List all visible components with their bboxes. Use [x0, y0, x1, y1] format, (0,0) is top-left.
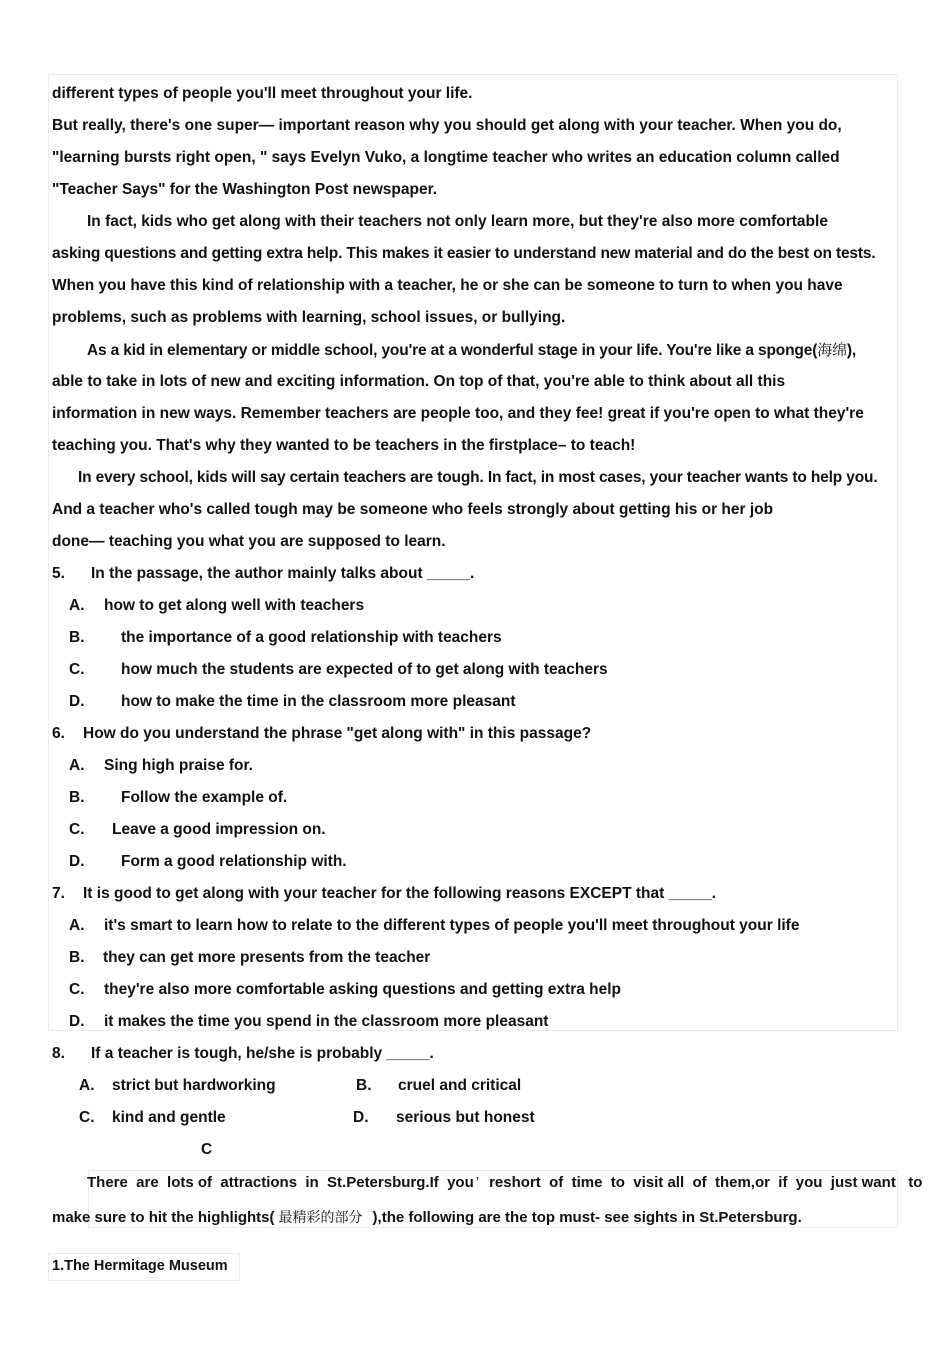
section-letter: C — [201, 1141, 213, 1158]
passage-line: problems, such as problems with learning, school issues, or bullying. — [52, 309, 566, 326]
option-7d: D. it makes the time you spend in the classroom more pleasant — [69, 1013, 549, 1030]
passage-line: And a teacher who's called tough may be someone who feels strongly about getting his or her job — [52, 501, 774, 518]
passage-text: make sure to hit the highlights( — [52, 1209, 275, 1226]
passage-line: done— teaching you what you are supposed to learn. — [52, 533, 446, 550]
question-number: 8. — [52, 1045, 65, 1062]
question-text: How do you understand the phrase "get along with" in this passage? — [83, 725, 592, 742]
passage-line: "learning bursts right open, " says Evelyn Vuko, a longtime teacher who writes an education column called — [52, 149, 840, 166]
question-7 — [52, 884, 716, 904]
passage-text: ), — [846, 342, 857, 359]
passage-line: able to take in lots of new and exciting information. On top of that, you're able to think about all this — [52, 373, 786, 390]
option-8d: D. serious but honest — [353, 1109, 535, 1126]
option-5a: A. how to get along well with teachers — [69, 597, 365, 614]
passage-text: ),the following are the top must- see sights in St.Petersburg. — [372, 1209, 802, 1226]
question-text: In the passage, the author mainly talks about _____. — [91, 565, 475, 582]
question-8 — [52, 1044, 434, 1064]
chinese-gloss: 最精彩的部分 — [278, 1210, 363, 1226]
question-text: It is good to get along with your teacher for the following reasons EXCEPT that _____. — [83, 885, 717, 902]
section-heading: 1.The Hermitage Museum — [52, 1258, 228, 1274]
option-7a: A. it's smart to learn how to relate to the different types of people you'll meet throughout your life — [69, 917, 800, 934]
passage-line — [87, 340, 856, 361]
option-5c: C. how much the students are expected of to get along with teachers — [69, 661, 608, 678]
question-text: If a teacher is tough, he/she is probably _____. — [91, 1045, 434, 1062]
question-number: 6. — [52, 725, 65, 742]
passage-line: In every school, kids will say certain teachers are tough. In fact, in most cases, your teacher wants to help you. — [78, 469, 878, 486]
chinese-gloss: 海绵 — [817, 341, 847, 359]
option-7b: B. they can get more presents from the teacher — [69, 949, 431, 966]
passage-text: As a kid in elementary or middle school, you're at a wonderful stage in your life. You're like a sponge( — [87, 342, 818, 359]
section-c-line-1: There are lots of attractions in St.Petersburg.If you ’ reshort of time to visit all of them,or if you just want to — [87, 1174, 923, 1191]
option-5d: D. how to make the time in the classroom more pleasant — [69, 693, 516, 710]
option-6b: B. Follow the example of. — [69, 789, 288, 806]
question-number: 7. — [52, 885, 65, 902]
question-5 — [52, 564, 474, 584]
option-8b: B. cruel and critical — [356, 1077, 522, 1094]
passage-line: When you have this kind of relationship with a teacher, he or she can be someone to turn to when you have — [52, 277, 843, 294]
passage-line: different types of people you'll meet throughout your life. — [52, 85, 473, 102]
passage-line: In fact, kids who get along with their teachers not only learn more, but they're also more comfortable — [87, 213, 828, 230]
passage-line: information in new ways. Remember teachers are people too, and they fee! great if you're open to what they're — [52, 405, 864, 422]
option-6d: D. Form a good relationship with. — [69, 853, 347, 870]
option-8a: A. strict but hardworking — [79, 1077, 276, 1094]
option-6a: A. Sing high praise for. — [69, 757, 253, 774]
option-5b: B. the importance of a good relationship with teachers — [69, 629, 502, 646]
option-6c: C. Leave a good impression on. — [69, 821, 326, 838]
option-8c: C. kind and gentle — [79, 1109, 226, 1126]
passage-line: "Teacher Says" for the Washington Post newspaper. — [52, 181, 438, 198]
question-6 — [52, 724, 591, 744]
passage-line: But really, there's one super— important reason why you should get along with your teacher. When you do, — [52, 117, 842, 134]
section-c-line-2 — [52, 1208, 802, 1228]
question-number: 5. — [52, 565, 65, 582]
passage-line: asking questions and getting extra help. This makes it easier to understand new material and do the best on tests. — [52, 245, 876, 262]
option-7c: C. they're also more comfortable asking questions and getting extra help — [69, 981, 622, 998]
passage-line: teaching you. That's why they wanted to be teachers in the firstplace– to teach! — [52, 437, 636, 454]
